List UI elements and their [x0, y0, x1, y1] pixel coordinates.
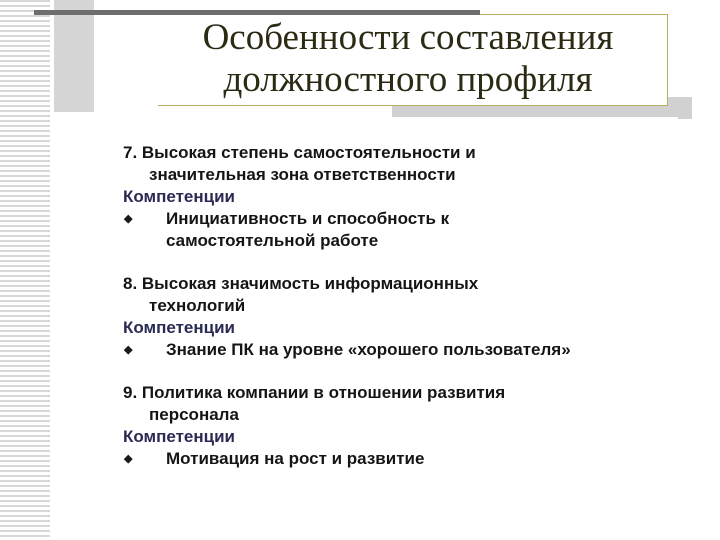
- section-heading: 9. Политика компании в отношении развития: [123, 383, 506, 402]
- section-heading: 8. Высокая значимость информационных: [123, 274, 479, 293]
- diamond-bullet-icon: ◆: [124, 213, 133, 225]
- list-item-text: Мотивация на рост и развитие: [166, 449, 425, 468]
- list-item: [123, 339, 713, 361]
- list-item-text-continuation: самостоятельной работе: [166, 231, 379, 250]
- list-item: [123, 208, 713, 252]
- section-heading-continuation: персонала: [149, 405, 239, 424]
- diamond-bullet-icon: ◆: [124, 344, 133, 356]
- slide-title-line-2: должностного профиля: [223, 59, 593, 100]
- section-8: [123, 273, 713, 361]
- competencies-label: Компетенции: [123, 187, 236, 206]
- slide-title-line-1: Особенности составления: [202, 17, 614, 58]
- decorative-stripes: [0, 0, 50, 540]
- section-heading-continuation: технологий: [149, 296, 246, 315]
- list-item-text: Знание ПК на уровне «хорошего пользователя»: [166, 340, 571, 359]
- section-heading: 7. Высокая степень самостоятельности и: [123, 143, 476, 162]
- competencies-label: Компетенции: [123, 318, 236, 337]
- section-heading-continuation: значительная зона ответственности: [149, 165, 456, 184]
- list-item: [123, 448, 713, 470]
- list-item-text: Инициативность и способность к: [166, 209, 450, 228]
- slide-title: [158, 17, 658, 101]
- diamond-bullet-icon: ◆: [124, 453, 133, 465]
- title-shadow-corner: [678, 97, 692, 119]
- section-9: [123, 382, 713, 470]
- section-7: [123, 142, 713, 252]
- slide-content: [123, 142, 713, 491]
- competencies-label: Компетенции: [123, 427, 236, 446]
- decorative-grey-column: [54, 0, 94, 112]
- decorative-top-line: [34, 10, 480, 15]
